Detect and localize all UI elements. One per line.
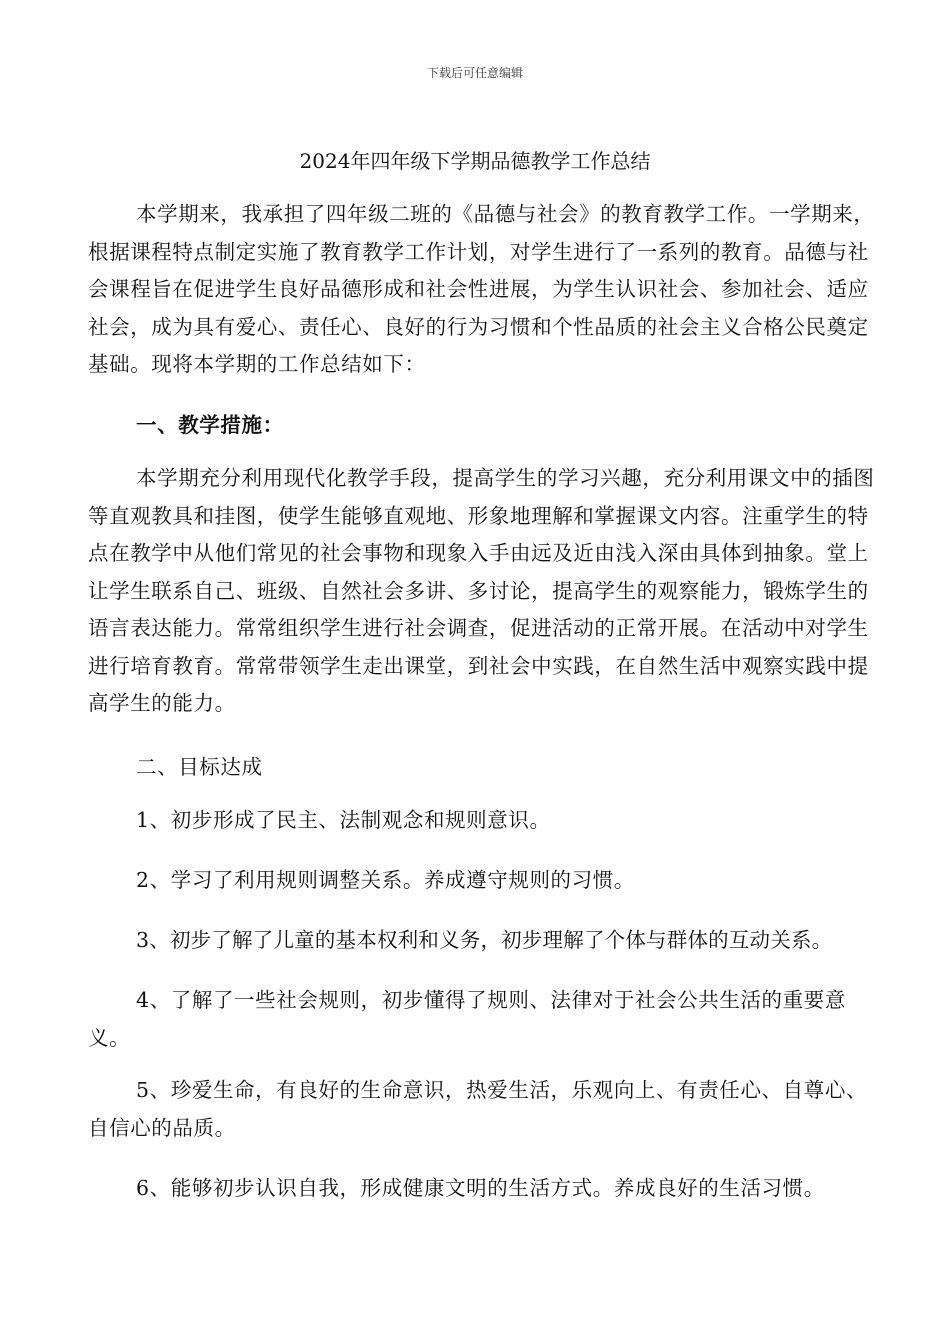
section1-heading: 一、教学措施： [136,413,284,437]
goal-item-6: 6、能够初步认识自我，形成健康文明的生活方式。养成良好的生活习惯。 [136,1176,825,1200]
section2-heading: 二、目标达成 [136,755,263,779]
goal-item-4: 4、了解了一些社会规则，初步懂得了规则、法律对于社会公共生活的重要意义。 [88,988,846,1050]
goal-item-1: 1、初步形成了民主、法制观念和规则意识。 [136,808,551,832]
intro-paragraph: 本学期来，我承担了四年级二班的《品德与社会》的教育教学工作。一学期来，根据课程特点制定实施了教育教学工作计划，对学生进行了一系列的教育。品德与社会课程旨在促进学生良好品德形成和社会性进展，为学生认识社会、参加社会、适应社会，成为具有爱心、责任心、良好的行为习惯和个性品质的社会主义合格公民奠定基础。现将本学期的工作总结如下： [88,202,875,376]
goal-item-3: 3、初步了解了儿童的基本权利和义务，初步理解了个体与群体的互动关系。 [136,928,833,952]
section1-paragraph: 本学期充分利用现代化教学手段，提高学生的学习兴趣，充分利用课文中的插图等直观教具和挂图，使学生能够直观地、形象地理解和掌握课文内容。注重学生的特点在教学中从他们常见的社会事物和现象入手由远及近由浅入深由具体到抽象。堂上让学生联系自己、班级、自然社会多讲、多讨论，提高学生的观察能力，锻炼学生的语言表达能力。常常组织学生进行社会调查，促进活动的正常开展。在活动中对学生进行培育教育。常常带领学生走出课堂，到社会中实践，在自然生活中观察实践中提高学生的能力。 [88,466,875,715]
goal-item-2: 2、学习了利用规则调整关系。养成遵守规则的习惯。 [136,868,635,892]
header-note: 下载后可任意编辑 [426,66,523,80]
document-title: 2024年四年级下学期品德教学工作总结 [299,149,651,173]
goal-item-5: 5、珍爱生命，有良好的生命意识，热爱生活，乐观向上、有责任心、自尊心、自信心的品质。 [88,1078,868,1140]
